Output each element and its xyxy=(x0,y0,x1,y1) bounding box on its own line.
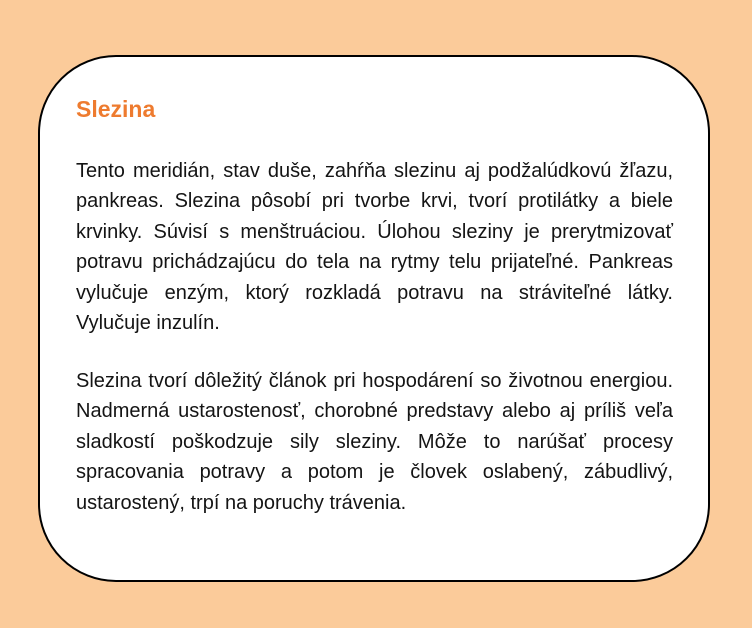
paragraph-2: Slezina tvorí dôležitý článok pri hospodárení so životnou energiou. Nadmerná ustarostenosť, chorobné predstavy alebo aj príliš veľa sladkostí poškodzuje sily sleziny. Môže to narúšať procesy spracovania potravy a potom je človek oslabený, zábudlivý, ustarostený, trpí na poruchy trávenia. xyxy=(76,370,673,514)
text-card xyxy=(38,55,710,582)
paragraph-1: Tento meridián, stav duše, zahŕňa slezinu aj podžalúdkovú žľazu, pankreas. Slezina pôsobí pri tvorbe krvi, tvorí protilátky a biele krvinky. Súvisí s menštruáciou. Úlohou sleziny je prerytmizovať potravu prichádzajúcu do tela na rytmy telu prijateľné. Pankreas vylučuje enzým, ktorý rozkladá potravu na stráviteľné látky. Vylučuje inzulín. xyxy=(76,160,673,335)
section-title: Slezina xyxy=(76,96,156,122)
